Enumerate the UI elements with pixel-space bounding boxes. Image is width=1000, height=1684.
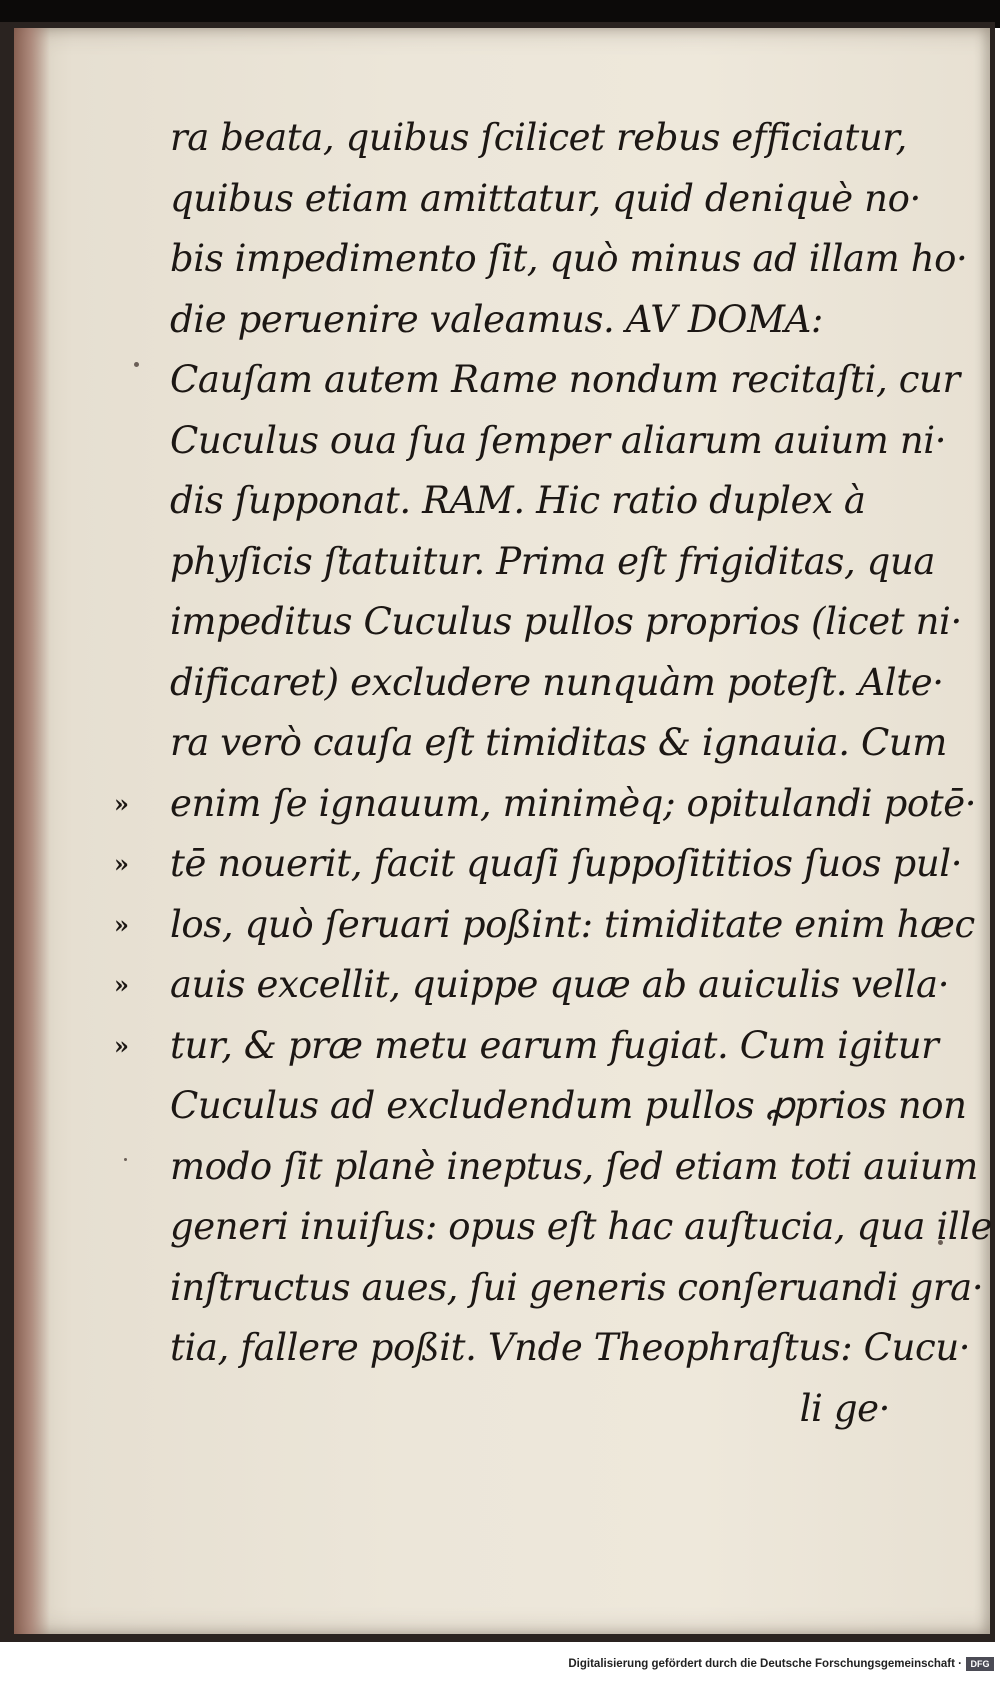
text-line (170, 532, 936, 593)
text-line (170, 1197, 993, 1258)
text-line (114, 834, 963, 895)
line-text: ra beata, quibus ſcilicet rebus efficiatur, (170, 116, 907, 159)
quotation-marker: » (114, 788, 129, 818)
line-text: modo ſit planè ineptus, ſed etiam toti auium (170, 1144, 978, 1188)
line-text: ra verò cauſa eſt timiditas & ignauia. Cum (170, 721, 947, 764)
text-line (170, 169, 930, 230)
footer (0, 1650, 1000, 1684)
page-gutter-edge (14, 28, 50, 1634)
quotation-marker: » (114, 970, 129, 999)
quotation-marker: » (114, 1030, 129, 1060)
text-line (114, 1016, 939, 1077)
line-text: los, quò ſeruari poßint: timiditate enim hæc (170, 902, 975, 946)
text-line (170, 1318, 971, 1379)
line-text: dis ſupponat. RAM. Hic ratio duplex à (170, 479, 866, 522)
line-text: die peruenire valeamus. AV DOMA: (170, 297, 823, 341)
line-text: inſtructus aues, ſui generis conſeruandi gra· (170, 1265, 984, 1309)
line-text: Cuculus ad excludendum pullos ꝓprios non (170, 1084, 967, 1127)
text-line (114, 774, 977, 835)
text-line (170, 1258, 984, 1319)
line-text: Cuculus oua ſua ſemper aliarum auium ni· (170, 418, 947, 462)
text-line (170, 290, 930, 351)
text-line (170, 1137, 978, 1198)
text-line (170, 1076, 967, 1137)
page-speck (124, 1158, 127, 1161)
line-text: impeditus Cuculus pullos proprios (licet ni· (170, 600, 962, 643)
text-line (170, 411, 947, 472)
dfg-logo: DFG (966, 1657, 994, 1671)
text-line (170, 653, 944, 714)
catchword: li ge· (799, 1386, 890, 1430)
line-text: dificaret) excludere nunquàm poteſt. Alte· (170, 660, 944, 704)
line-text: tur, & præ metu earum fugiat. Cum igitur (170, 1023, 939, 1067)
text-block (114, 108, 993, 1439)
text-line (170, 592, 962, 653)
funding-credit: Digitalisierung gefördert durch die Deutsche Forschungsgemeinschaft · (568, 1658, 962, 1670)
line-text: bis impedimento ſit, quò minus ad illam ho· (170, 237, 968, 280)
line-text: quibus etiam amittatur, quid deniquè no· (170, 176, 921, 220)
quotation-marker: » (114, 849, 129, 878)
text-line (170, 108, 930, 169)
line-text: Cauſam autem Rame nondum recitaſti, cur (170, 358, 960, 401)
text-line (114, 895, 975, 956)
text-line (170, 713, 947, 774)
line-text: phyſicis ſtatuitur. Prima eſt frigiditas, qua (170, 539, 936, 583)
line-text: tē nouerit, facit quaſi ſuppoſititios ſuos pul· (170, 842, 963, 885)
text-line (170, 471, 930, 532)
line-text: tia, fallere poßit. Vnde Theophraſtus: Cucu· (170, 1326, 971, 1369)
line-text: generi inuiſus: opus eſt hac auſtucia, qua ille (170, 1205, 993, 1248)
line-text: enim ſe ignauum, minimèq; opitulandi potē· (170, 781, 977, 825)
text-line (170, 229, 968, 290)
text-line (114, 955, 950, 1016)
text-line (170, 350, 960, 411)
page-speck (134, 362, 139, 367)
line-text: auis excellit, quippe quæ ab auiculis vella· (170, 963, 950, 1006)
quotation-marker: » (114, 909, 129, 939)
